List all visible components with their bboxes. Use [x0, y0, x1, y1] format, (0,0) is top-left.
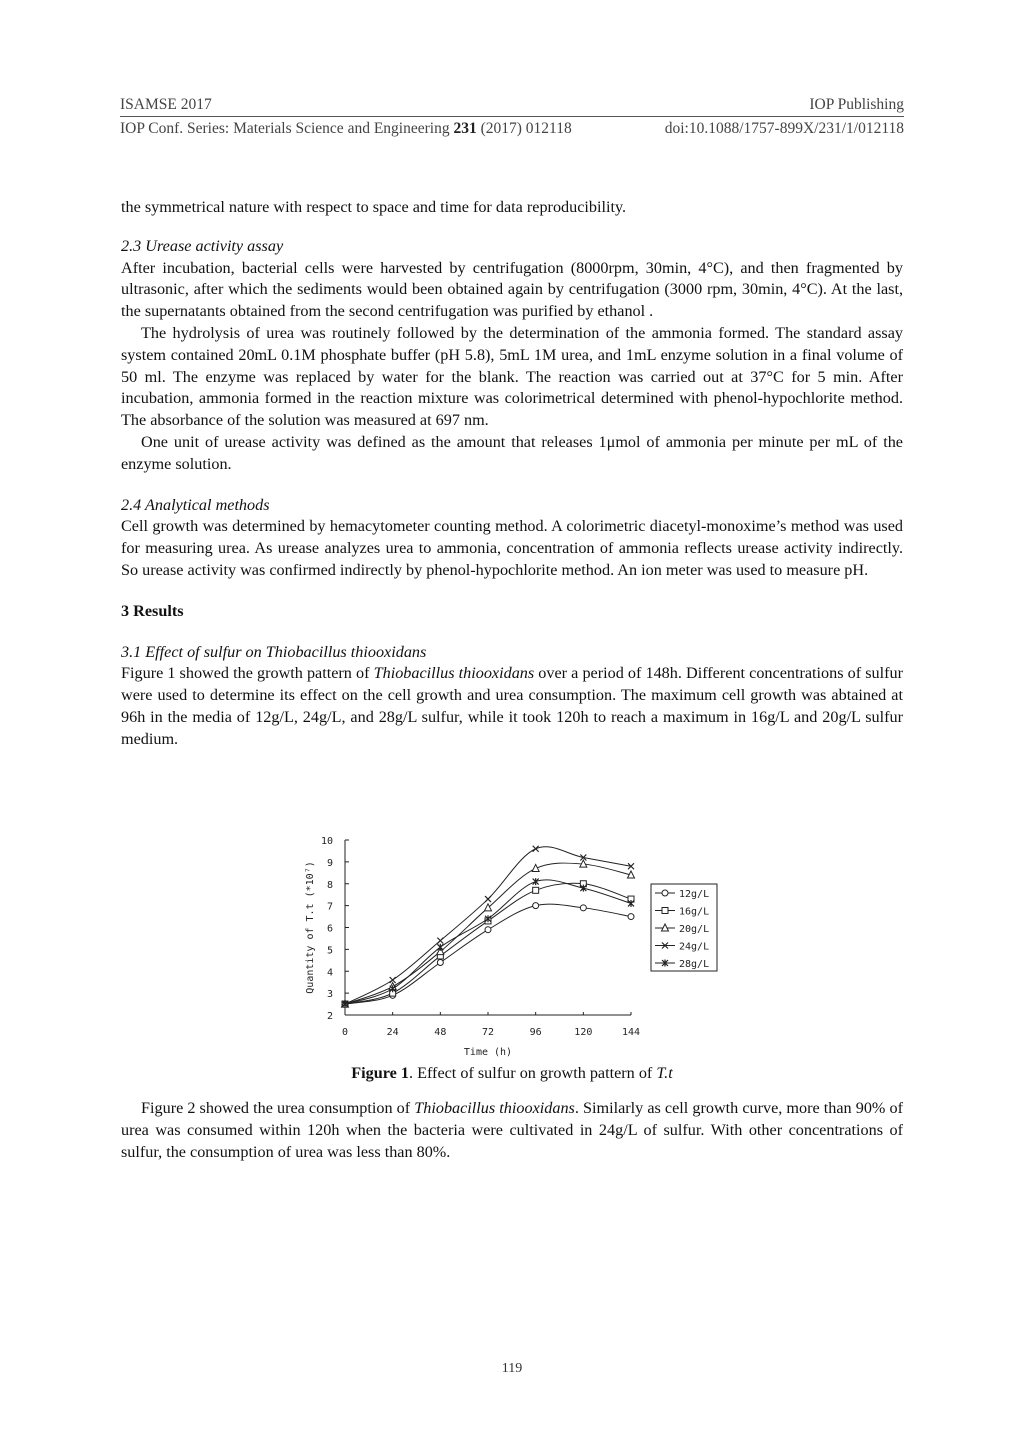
paragraph-intro: the symmetrical nature with respect to space and time for data reproducibility. [121, 198, 627, 216]
series-line-16g/L [345, 883, 631, 1004]
section-2-4-title: 2.4 Analytical methods [121, 495, 270, 514]
section-2-3-paragraph-3: One unit of urease activity was defined as the amount that releases 1μmol of ammonia per minute per mL of the enzyme solution. [121, 432, 903, 473]
section-3-1-title: 3.1 Effect of sulfur on Thiobacillus thiooxidans [121, 642, 427, 661]
legend-label: 12g/L [679, 889, 710, 900]
section-2-3-title: 2.3 Urease activity assay [121, 236, 284, 255]
x-tick-label: 0 [341, 1027, 349, 1038]
section-2-3-paragraph-2: The hydrolysis of urea was routinely followed by the determination of the ammonia formed. The standard assay system contained 20mL 0.1M phosphate buffer (pH 5.8), 5mL 1M urea, and 1mL enzyme solution in a final volume of 50 ml. The enzyme was replaced by water for the blank. The reaction was carried out at 37°C for 5 min. After incubation, ammonia formed in the reaction mixture was colorimetrical determined with phenol-hypochlorite method. The absorbance of the solution was measured at 697 nm. [121, 323, 903, 430]
y-tick-label: 3 [326, 989, 333, 1001]
data-point-24g/L [437, 938, 443, 944]
x-axis-label: Time (h) [463, 1047, 513, 1058]
x-tick-label: 144 [621, 1027, 641, 1038]
figure-caption: Figure 1. Effect of sulfur on growth pattern of T.t [351, 1064, 673, 1082]
x-tick-label: 120 [574, 1027, 593, 1038]
running-header [120, 96, 904, 116]
growth-chart [295, 830, 735, 1070]
data-point-12g/L [437, 960, 443, 966]
x-tick-label: 24 [386, 1027, 399, 1038]
data-point-12g/L [628, 914, 634, 920]
y-tick-label: 5 [326, 945, 333, 957]
section-3-title: 3 Results [121, 601, 184, 620]
legend-marker-16g/L [662, 908, 668, 914]
data-point-12g/L [533, 903, 539, 909]
legend-label: 24g/L [679, 941, 710, 953]
species-name: Thiobacillus thiooxidans [373, 664, 535, 683]
y-tick-label: 10 [320, 836, 333, 847]
y-tick-label: 2 [326, 1011, 333, 1022]
data-point-20g/L [485, 904, 492, 911]
x-tick-label: 48 [434, 1027, 447, 1038]
body-lower [121, 1098, 903, 1163]
data-point-16g/L [533, 887, 539, 893]
data-point-12g/L [485, 927, 491, 933]
conference-name: ISAMSE 2017 [120, 96, 212, 113]
section-3-1-paragraph-1: Figure 1 showed the growth pattern of Thiobacillus thiooxidans over a period of 148h. Different concentrations of sulfur were used to determine its effect on the cell growth and urea consumption. The maximum cell growth was abtained at 96h in the media of 12g/L, 24g/L, and 28g/L sulfur, while it took 120h to reach a maximum in 16g/L and 20g/L sulfur medium. [121, 664, 903, 748]
species-name: Thiobacillus thiooxidans [414, 1099, 575, 1117]
citation-doi: doi:10.1088/1757-899X/231/1/012118 [664, 120, 904, 137]
y-tick-label: 7 [326, 901, 333, 913]
x-tick-label: 72 [481, 1027, 495, 1038]
data-point-12g/L [580, 905, 586, 911]
data-point-28g/L [437, 944, 443, 951]
data-point-28g/L [533, 878, 539, 885]
y-tick-label: 6 [326, 923, 333, 935]
y-tick-label: 8 [326, 879, 333, 891]
y-tick-label: 9 [326, 857, 333, 869]
y-axis-label: Quantity of T.t (*10⁷) [305, 861, 316, 994]
citation-volume: 231 [453, 120, 477, 137]
page-number: 119 [501, 1361, 523, 1376]
y-tick-label: 4 [326, 967, 333, 979]
data-point-24g/L [533, 846, 539, 852]
header-rule [120, 116, 904, 117]
legend-marker-12g/L [662, 890, 668, 896]
series-line-24g/L [345, 847, 631, 1004]
publisher-name: IOP Publishing [809, 96, 904, 113]
x-tick-label: 96 [529, 1027, 542, 1038]
data-point-24g/L [485, 896, 491, 902]
data-point-28g/L [628, 900, 634, 907]
legend-label: 20g/L [679, 924, 710, 935]
legend-label: 28g/L [679, 959, 710, 970]
citation-year-id: (2017) 012118 [480, 120, 572, 137]
section-2-3-paragraph-1: After incubation, bacterial cells were harvested by centrifugation (8000rpm, 30min, 4°C), and then fragmented by ultrasonic, after which the sediments would been obtained again by centrifugation (3000 rpm, 30min, 4°C). At the last, the supernatants obtained from the second centrifugation was purified by ethanol . [121, 258, 903, 321]
body-upper [121, 197, 903, 751]
data-point-20g/L [532, 864, 539, 871]
section-2-4-paragraph: Cell growth was determined by hemacytometer counting method. A colorimetric diacetyl-monoxime’s method was used for measuring urea. As urease analyzes urea to ammonia, concentration of ammonia reflects urease activity indirectly. So urease activity was confirmed indirectly by phenol-hypochlorite method. An ion meter was used to measure pH. [121, 517, 903, 579]
legend-label: 16g/L [679, 906, 710, 918]
figure-label: Figure 1 [351, 1064, 409, 1082]
section-3-1-paragraph-2: Figure 2 showed the urea consumption of Thiobacillus thiooxidans. Similarly as cell growth curve, more than 90% of urea was consumed within 120h when the bacteria were cultivated in 24g/L of sulfur. With other concentrations of sulfur, the consumption of urea was less than 80%. [121, 1099, 904, 1161]
citation-series: IOP Conf. Series: Materials Science and Engineering 231 (2017) 012118 [120, 120, 572, 137]
citation-line [120, 120, 904, 140]
